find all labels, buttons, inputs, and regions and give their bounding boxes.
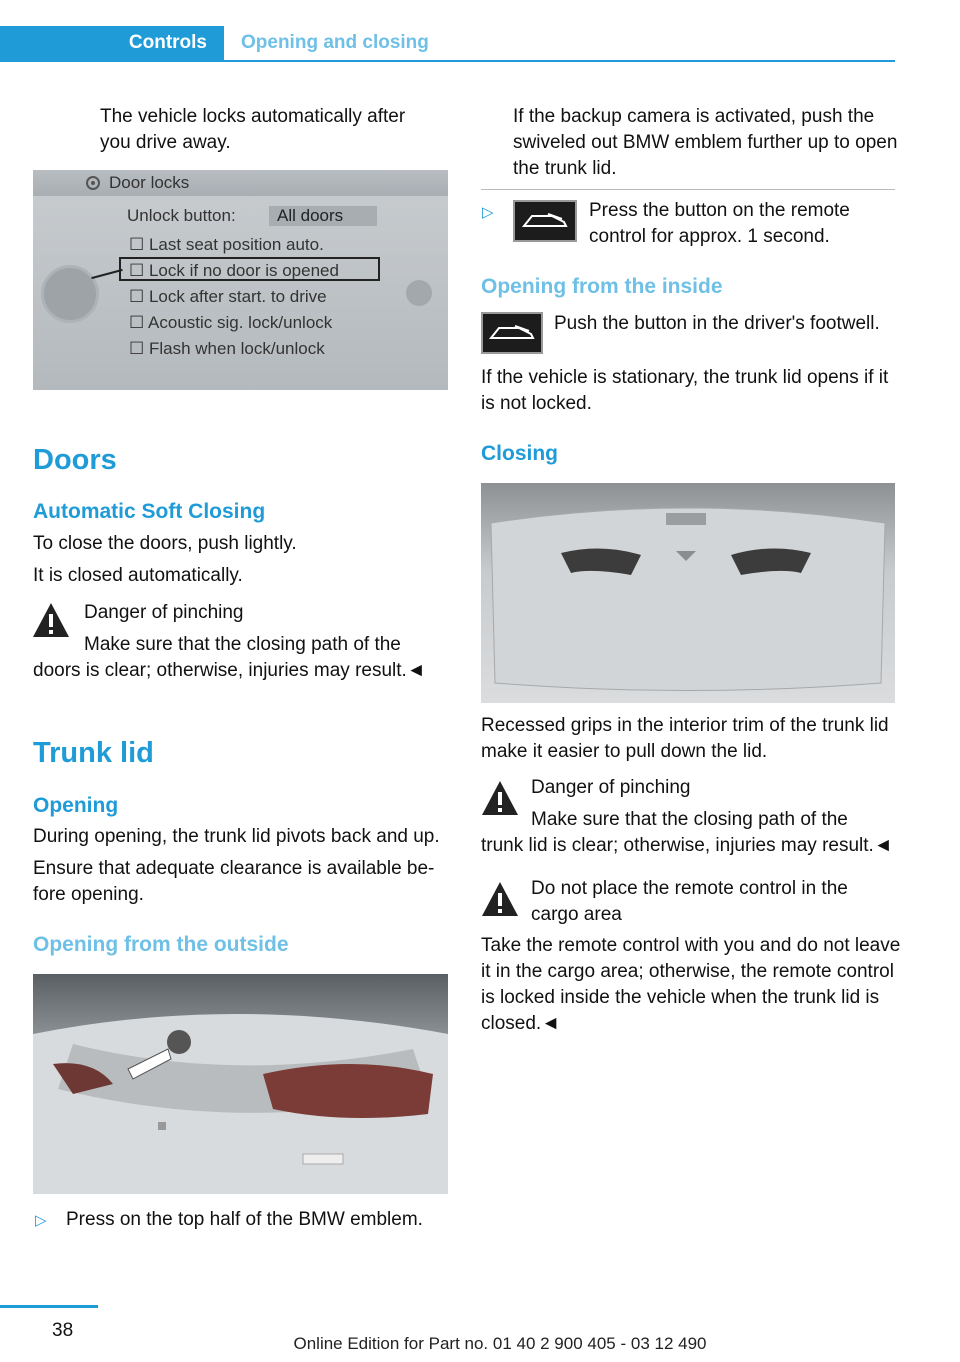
stationary-text: If the vehicle is stationary, the trunk lid opens if it is not locked. [481, 367, 889, 414]
option-checkbox[interactable]: ☐ Lock if no door is opened [129, 261, 339, 280]
bullet-emblem-text: Press on the top half of the BMW emblem. [66, 1209, 423, 1230]
opening-text-1: During opening, the trunk lid pivots back and up. [33, 826, 440, 847]
intro-text: The vehicle locks automatically after you drive away. [100, 106, 406, 153]
warning-2-line-2: trunk lid is clear; otherwise, injuries may result.◄ [481, 835, 893, 856]
footer-rule [0, 1305, 98, 1308]
warning-2-title: Danger of pinching [531, 777, 691, 798]
outside-heading: Opening from the outside [33, 933, 289, 956]
warning-2-line-1: Make sure that the closing path of the [531, 809, 848, 830]
opening-text-2: Ensure that adequate clearance is available be-fore opening. [33, 858, 435, 905]
tab-opening-closing[interactable]: Opening and closing [241, 32, 429, 53]
warning-1-title: Danger of pinching [84, 602, 244, 623]
unlock-value[interactable]: All doors [269, 206, 377, 226]
recessed-text: Recessed grips in the interior trim of the trunk lid make it easier to pull down the lid. [481, 715, 889, 762]
closing-heading: Closing [481, 442, 558, 465]
edition-text: Online Edition for Part no. 01 40 2 900 405 - 03 12 490 [293, 1334, 707, 1353]
bullet-arrow-icon: ▷ [482, 204, 494, 221]
screen-title: Door locks [109, 173, 190, 192]
scroll-icon [406, 280, 432, 306]
option-checkbox[interactable]: ☐ Last seat position auto. [129, 235, 324, 254]
warning-icon [31, 601, 71, 639]
page-number: 38 [52, 1320, 74, 1341]
opening-heading: Opening [33, 794, 119, 817]
tab-controls[interactable]: Controls [0, 26, 224, 60]
soft-close-heading: Automatic Soft Closing [33, 500, 266, 523]
pointer-line [91, 269, 122, 279]
car-rear-image [33, 974, 448, 1194]
warning-1-line-1: Make sure that the closing path of the [84, 634, 401, 655]
option-checkbox[interactable]: ☐ Lock after start. to drive [129, 287, 327, 306]
inside-text: Push the button in the driver's footwell. [554, 313, 880, 334]
controller-knob-icon [41, 265, 99, 323]
door-locks-screen [33, 170, 448, 390]
bullet-arrow-icon: ▷ [35, 1212, 47, 1229]
screen-options [129, 232, 339, 362]
gear-icon [83, 173, 103, 193]
unlock-label: Unlock button: [127, 206, 236, 225]
trunk-lid-heading: Trunk lid [33, 737, 154, 769]
soft-close-text-1: To close the doors, push lightly. [33, 533, 297, 554]
divider [481, 189, 895, 190]
doors-heading: Doors [33, 444, 117, 476]
option-checkbox[interactable]: ☐ Flash when lock/unlock [129, 339, 325, 358]
warning-3-title: Do not place the remote control in the cargo area [531, 878, 848, 925]
soft-close-text-2: It is closed automatically. [33, 565, 243, 586]
trunk-button-icon [481, 312, 543, 354]
trunk-button-icon [513, 200, 577, 242]
header-rule [0, 60, 895, 62]
bullet-remote-text: Press the button on the remote control for approx. 1 second. [589, 200, 850, 247]
warning-1-line-2: doors is clear; otherwise, injuries may result.◄ [33, 660, 426, 681]
inside-heading: Opening from the inside [481, 275, 723, 298]
trunk-interior-image [481, 483, 895, 703]
warning-3-text: Take the remote control with you and do not leave it in the cargo area; otherwise, the remote control is locked inside the vehicle when the trunk lid is closed.◄ [481, 935, 901, 1034]
warning-icon [480, 779, 520, 817]
option-checkbox[interactable]: ☐ Acoustic sig. lock/unlock [129, 313, 333, 332]
warning-icon [480, 880, 520, 918]
camera-text: If the backup camera is activated, push the swiveled out BMW emblem further up to open the trunk lid. [513, 106, 898, 179]
